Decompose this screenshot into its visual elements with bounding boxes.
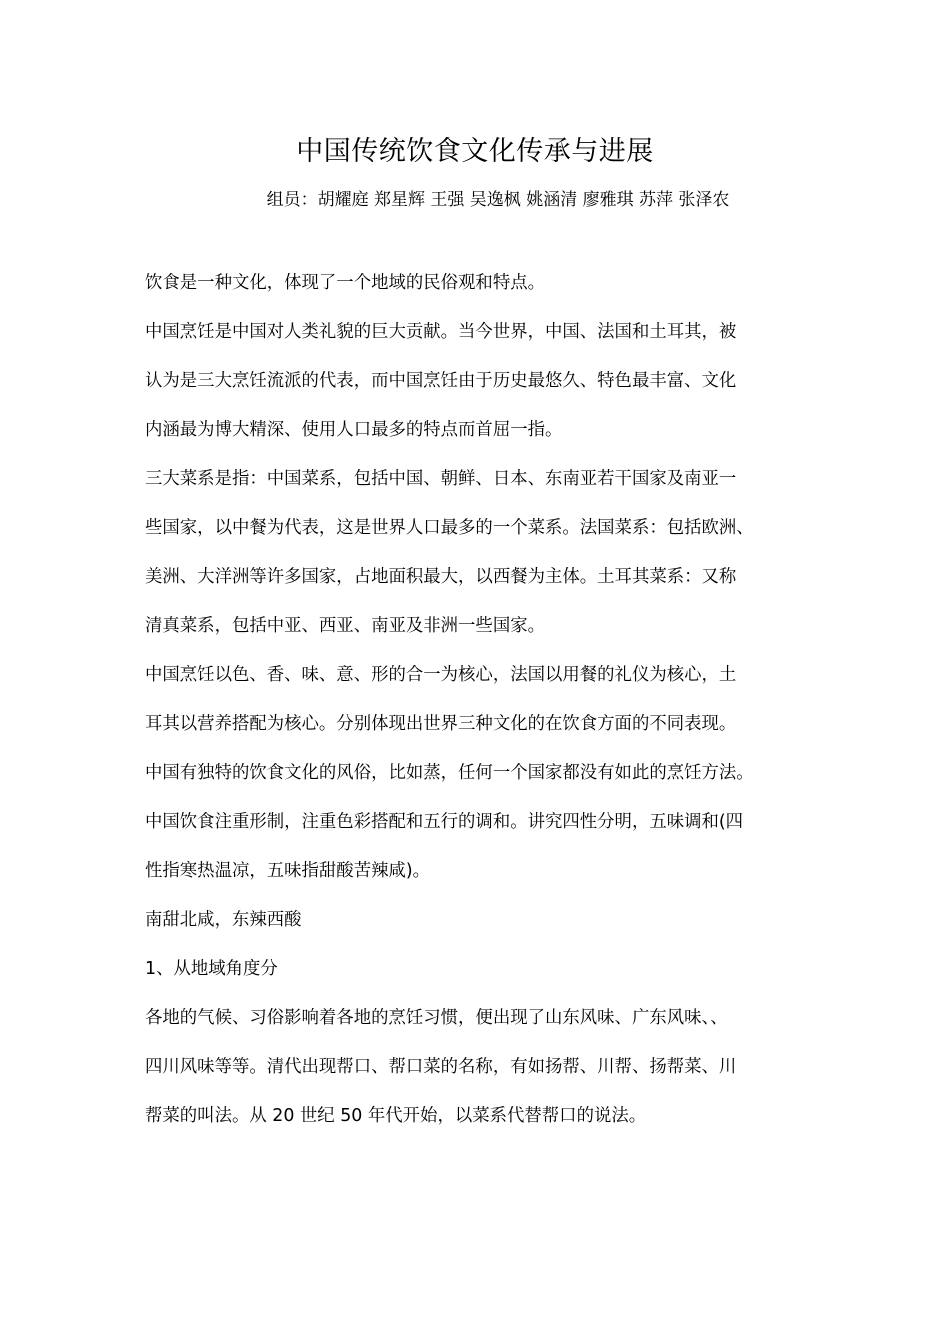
paragraph: [145, 798, 811, 896]
text-line: 饮食是一种文化，体现了一个地域的民俗观和特点。: [145, 273, 545, 293]
paragraph: [145, 259, 811, 308]
paragraph: [145, 455, 811, 651]
text-line: 美洲、大洋洲等许多国家，占地面积最大，以西餐为主体。土耳其菜系：又称: [145, 567, 737, 587]
paragraph: [145, 749, 811, 798]
text-line: 内涵最为博大精深、使用人口最多的特点而首屈一指。: [145, 420, 563, 440]
text-line: 认为是三大烹饪流派的代表，而中国烹饪由于历史最悠久、特色最丰富、文化: [145, 371, 737, 391]
text-line: 帮菜的叫法。从 20 世纪 50 年代开始，以菜系代替帮口的说法。: [145, 1106, 647, 1126]
text-line: 1、从地域角度分: [145, 959, 278, 979]
text-line: 中国有独特的饮食文化的风俗，比如蒸，任何一个国家都没有如此的烹饪方法。: [145, 763, 754, 783]
paragraph: [145, 994, 811, 1141]
text-line: 中国烹饪以色、香、味、意、形的合一为核心，法国以用餐的礼仪为核心，土: [145, 665, 737, 685]
text-line: 性指寒热温凉，五味指甜酸苦辣咸)。: [145, 861, 431, 881]
paragraph: [145, 896, 811, 945]
text-line: 南甜北咸，东辣西酸: [145, 910, 302, 930]
text-line: 四川风味等等。清代出现帮口、帮口菜的名称，有如扬帮、川帮、扬帮菜、川: [145, 1057, 737, 1077]
text-line: 各地的气候、习俗影响着各地的烹饪习惯，便出现了山东风味、广东风味、、: [145, 1008, 728, 1028]
text-line: 三大菜系是指：中国菜系，包括中国、朝鲜、日本、东南亚若干国家及南亚一: [145, 469, 737, 489]
text-line: 清真菜系，包括中亚、西亚、南亚及非洲一些国家。: [145, 616, 545, 636]
paragraph: [145, 651, 811, 749]
paragraph: [145, 308, 811, 455]
document-body: [145, 259, 811, 1141]
text-line: 耳其以营养搭配为核心。分别体现出世界三种文化的在饮食方面的不同表现。: [145, 714, 737, 734]
author-list: 组员：胡耀庭 郑星辉 王强 吴逸枫 姚涵清 廖雅琪 苏萍 张泽农: [266, 190, 730, 210]
text-line: 中国饮食注重形制，注重色彩搭配和五行的调和。讲究四性分明，五味调和(四: [145, 812, 744, 832]
section-heading: [145, 945, 811, 994]
text-line: 中国烹饪是中国对人类礼貌的巨大贡献。当今世界，中国、法国和土耳其，被: [145, 322, 737, 342]
text-line: 些国家，以中餐为代表，这是世界人口最多的一个菜系。法国菜系：包括欧洲、: [145, 518, 754, 538]
document-title: 中国传统饮食文化传承与进展: [296, 136, 654, 167]
